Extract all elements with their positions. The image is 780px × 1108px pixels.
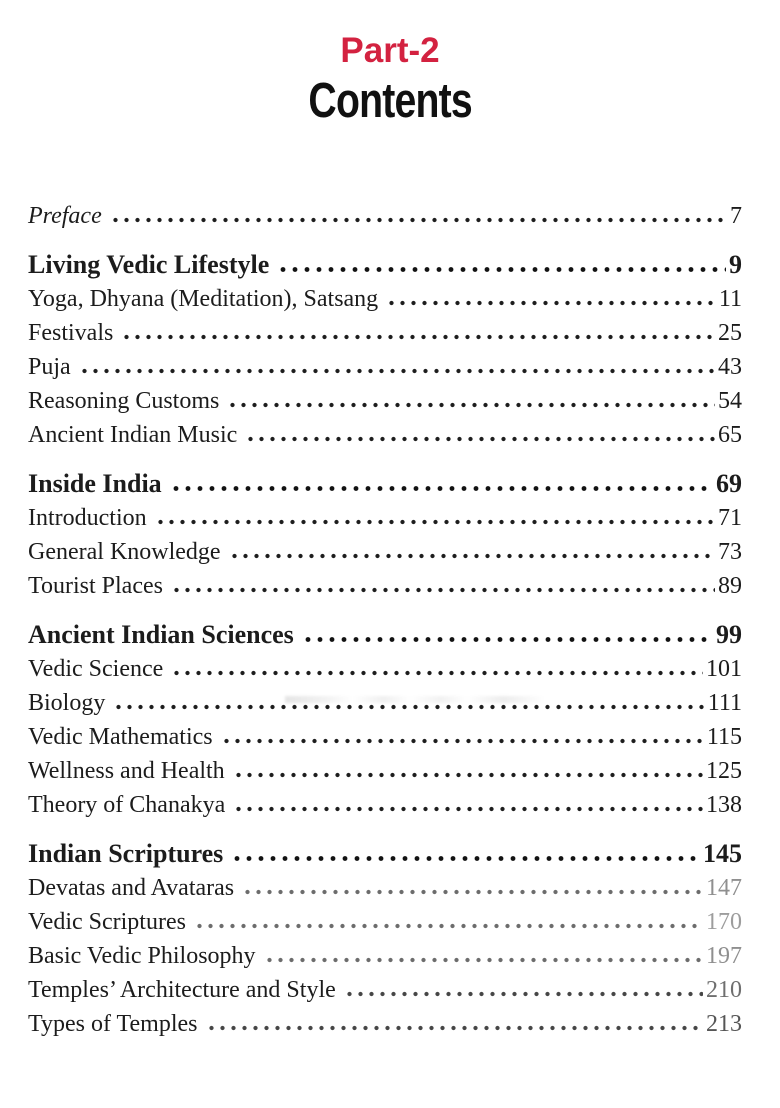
toc-entry-label: Introduction: [28, 505, 147, 531]
toc-entry-label: Biology: [28, 690, 106, 716]
toc-entry-label: Ancient Indian Music: [28, 422, 238, 448]
toc-entry-label: Temples’ Architecture and Style: [28, 977, 336, 1003]
dotted-leader: [121, 334, 715, 340]
toc-entry-label: Inside India: [28, 469, 162, 498]
toc-entry-page: 210: [706, 977, 742, 1003]
dotted-leader: [171, 587, 715, 593]
toc-entry-page: 89: [718, 573, 742, 599]
toc-entry: [28, 500, 742, 534]
toc-entry-page: 54: [718, 388, 742, 414]
toc-entry-page: 213: [706, 1011, 742, 1037]
toc-entry-page: 25: [718, 320, 742, 346]
toc-entry-page: 65: [718, 422, 742, 448]
page-title: [0, 75, 780, 129]
toc-entry-label: Indian Scriptures: [28, 839, 224, 868]
toc-entry: [28, 417, 742, 451]
toc-entry: [28, 568, 742, 602]
toc-section-heading: [28, 466, 742, 500]
toc-entry: [28, 534, 742, 568]
toc-entry: [28, 972, 742, 1006]
toc-entry-label: Puja: [28, 354, 71, 380]
toc-entry-page: 115: [706, 724, 742, 750]
toc-entry-page: 11: [718, 286, 742, 312]
dotted-leader: [194, 923, 703, 929]
toc-entry-label: Ancient Indian Sciences: [28, 620, 294, 649]
toc-entry-page: 145: [703, 839, 742, 868]
dotted-leader: [386, 300, 716, 306]
toc-entry-label: General Knowledge: [28, 539, 221, 565]
toc-entry: [28, 870, 742, 904]
toc-entry: [28, 349, 742, 383]
toc-entry-page: 99: [716, 620, 742, 649]
toc-entry-label: Vedic Science: [28, 656, 164, 682]
toc-entry-page: 7: [730, 203, 742, 229]
dotted-leader: [242, 889, 703, 895]
dotted-leader: [113, 704, 704, 710]
dotted-leader: [221, 738, 704, 744]
dotted-leader: [344, 991, 703, 997]
toc-entry-label: Preface: [28, 203, 102, 229]
part-label: Part-2: [340, 31, 440, 70]
toc-entry-page: 125: [706, 758, 742, 784]
toc-entry-page: 147: [706, 875, 742, 901]
toc-entry-label: Theory of Chanakya: [28, 792, 226, 818]
toc-entry-label: Living Vedic Lifestyle: [28, 250, 270, 279]
dotted-leader: [155, 519, 715, 525]
toc-entry-label: Vedic Scriptures: [28, 909, 186, 935]
dotted-leader: [245, 436, 715, 442]
dotted-leader: [231, 855, 700, 862]
toc-entry-page: 111: [707, 690, 742, 716]
dotted-leader: [264, 957, 703, 963]
toc-entry-page: 43: [718, 354, 742, 380]
toc-section-heading: [28, 617, 742, 651]
dotted-leader: [302, 636, 713, 643]
page-title-text: Contents: [308, 73, 472, 128]
toc-entry: [28, 651, 742, 685]
toc-entry: [28, 719, 742, 753]
toc-entry: [28, 904, 742, 938]
toc-entry-label: Reasoning Customs: [28, 388, 220, 414]
table-of-contents: [28, 198, 742, 1040]
toc-entry-page: 9: [729, 250, 742, 279]
toc-preface-entry: [28, 198, 742, 232]
toc-entry: [28, 938, 742, 972]
toc-entry: [28, 281, 742, 315]
toc-section-heading: [28, 247, 742, 281]
dotted-leader: [110, 217, 727, 223]
dotted-leader: [233, 806, 703, 812]
toc-entry-label: Devatas and Avataras: [28, 875, 235, 901]
dotted-leader: [206, 1025, 704, 1031]
toc-entry-label: Festivals: [28, 320, 114, 346]
toc-entry-page: 170: [706, 909, 742, 935]
toc-entry-label: Yoga, Dhyana (Meditation), Satsang: [28, 286, 379, 312]
toc-entry-page: 69: [716, 469, 742, 498]
dotted-leader: [277, 266, 726, 273]
dotted-leader: [171, 670, 703, 676]
toc-entry: [28, 383, 742, 417]
toc-entry: [28, 315, 742, 349]
toc-entry-label: Wellness and Health: [28, 758, 225, 784]
toc-entry-label: Basic Vedic Philosophy: [28, 943, 256, 969]
toc-entry-page: 73: [718, 539, 742, 565]
toc-entry-page: 197: [706, 943, 742, 969]
toc-entry: [28, 753, 742, 787]
dotted-leader: [233, 772, 703, 778]
dotted-leader: [79, 368, 715, 374]
toc-entry: [28, 787, 742, 821]
toc-entry-label: Types of Temples: [28, 1011, 198, 1037]
toc-entry-label: Vedic Mathematics: [28, 724, 213, 750]
toc-entry-page: 71: [718, 505, 742, 531]
dotted-leader: [170, 485, 713, 492]
toc-section-heading: [28, 836, 742, 870]
toc-entry-page: 101: [706, 656, 742, 682]
dotted-leader: [229, 553, 715, 559]
toc-entry: [28, 685, 742, 719]
toc-entry-label: Tourist Places: [28, 573, 163, 599]
dotted-leader: [227, 402, 715, 408]
toc-entry: [28, 1006, 742, 1040]
toc-entry-page: 138: [706, 792, 742, 818]
